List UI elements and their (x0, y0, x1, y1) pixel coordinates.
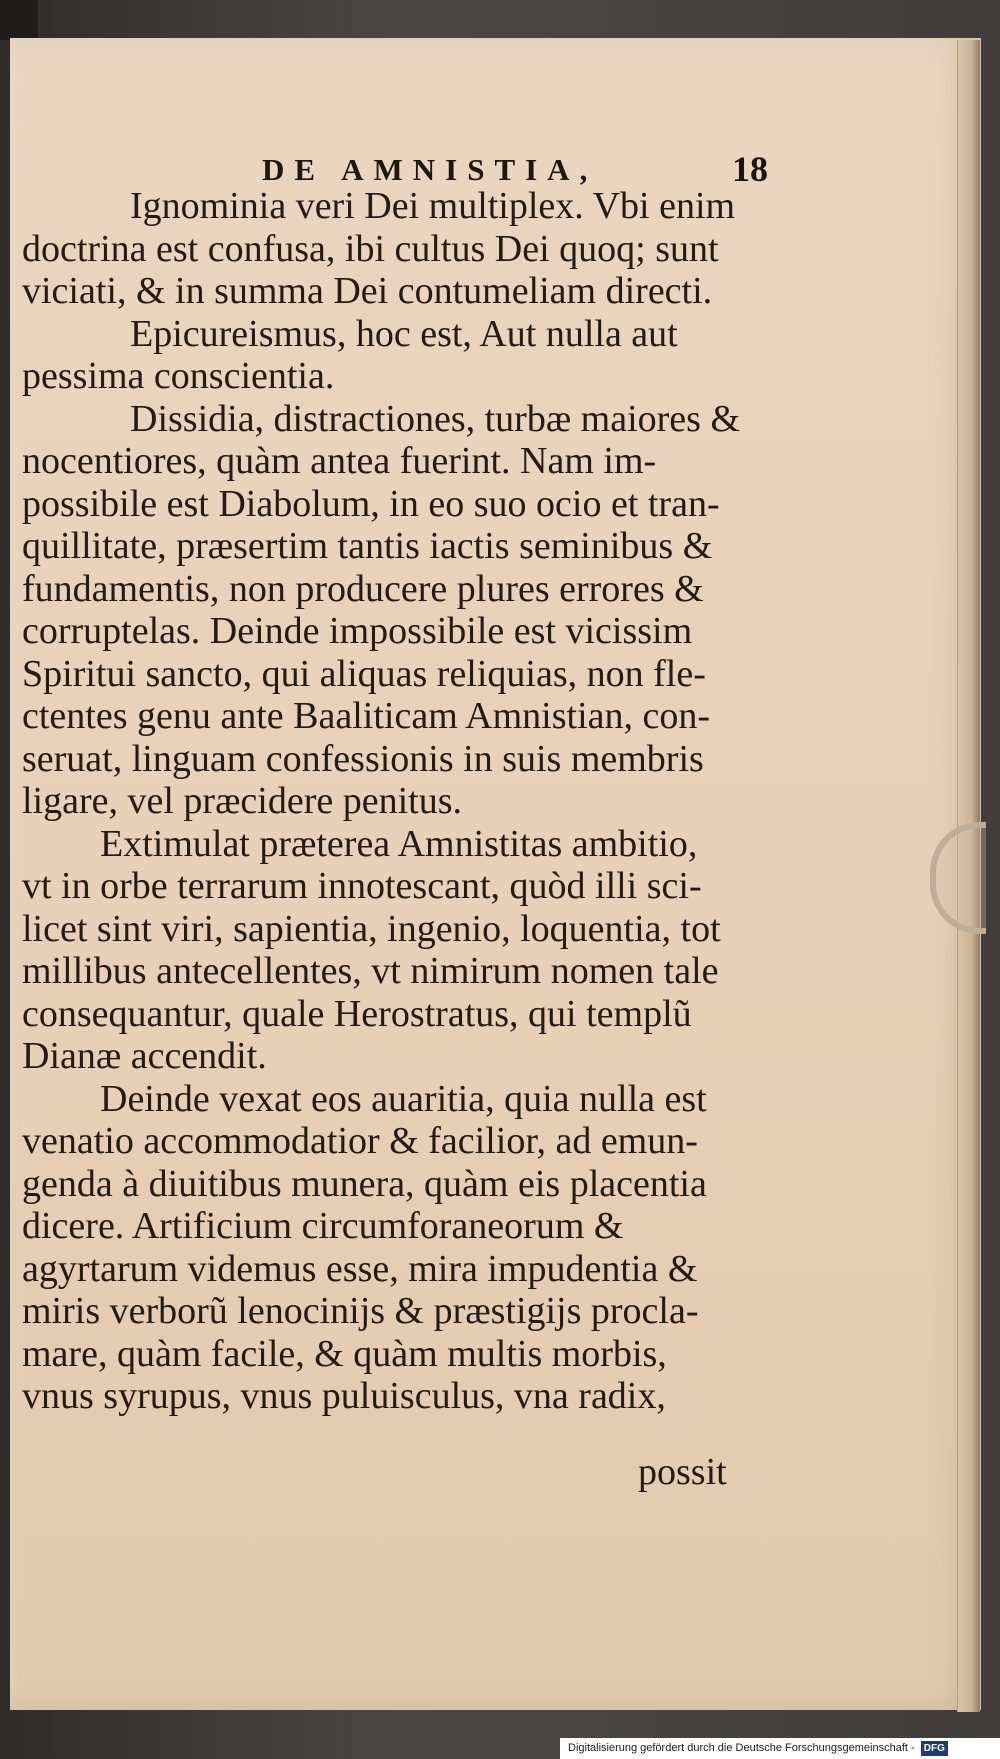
page-number: 18 (732, 149, 768, 189)
text-line: viciati, & in summa Dei contumeliam directi. (22, 270, 713, 312)
text-line: quillitate, præsertim tantis iactis seminibus & (22, 525, 713, 567)
text-line: seruat, linguam confessionis in suis membris (22, 737, 704, 780)
text-line: mare, quàm facile, & quàm multis morbis, (22, 1332, 667, 1375)
text-line: genda à diuitibus munera, quàm eis placentia (22, 1162, 707, 1205)
text-line: ctentes genu ante Baaliticam Amnistian, con- (22, 695, 711, 737)
text-line: ligare, vel præcidere penitus. (22, 780, 463, 822)
text-line: Dissidia, distractiones, turbæ maiores & (130, 397, 741, 440)
text-line: nocentiores, quàm antea fuerint. Nam im- (22, 440, 657, 482)
running-header: DE AMNISTIA, (262, 152, 598, 187)
catchword: possit (638, 1451, 727, 1493)
text-line: vt in orbe terrarum innotescant, quòd illi sci- (22, 865, 702, 907)
text-line: venatio accommodatior & facilior, ad emun- (22, 1120, 698, 1162)
text-line: fundamentis, non producere plures errores & (22, 567, 704, 610)
digitization-credit (560, 1738, 1000, 1759)
text-line: pessima conscientia. (22, 355, 335, 397)
text-line: licet sint viri, sapientia, ingenio, loquentia, tot (22, 907, 721, 950)
text-line: Spiritui sancto, qui aliquas reliquias, non fle- (22, 652, 706, 695)
text-line: miris verborũ lenocinijs & præstigijs procla- (22, 1290, 699, 1332)
text-line: agyrtarum videmus esse, mira impudentia & (22, 1247, 698, 1290)
credit-text: Digitalisierung gefördert durch die Deutsche Forschungsgemeinschaft - (568, 1742, 915, 1754)
text-line: consequantur, quale Herostratus, qui templũ (22, 992, 692, 1035)
dfg-logo: DFG (921, 1741, 948, 1756)
text-line: corruptelas. Deinde impossibile est vicissim (22, 610, 693, 652)
text-line: Ignominia veri Dei multiplex. Vbi enim (130, 185, 736, 227)
text-line: doctrina est confusa, ibi cultus Dei quoq; sunt (22, 227, 719, 270)
scanner-corner (0, 0, 38, 40)
text-line: Extimulat præterea Amnistitas ambitio, (100, 822, 698, 865)
text-line: Dianæ accendit. (22, 1035, 267, 1077)
text-line: millibus antecellentes, vt nimirum nomen tale (22, 950, 719, 992)
text-line: vnus syrupus, vnus puluisculus, vna radix, (22, 1375, 666, 1417)
text-line: possibile est Diabolum, in eo suo ocio et tran- (22, 482, 720, 525)
text-line: Epicureismus, hoc est, Aut nulla aut (130, 312, 678, 355)
text-line: Deinde vexat eos auaritia, quia nulla est (100, 1077, 707, 1120)
text-line: dicere. Artificium circumforaneorum & (22, 1205, 624, 1247)
